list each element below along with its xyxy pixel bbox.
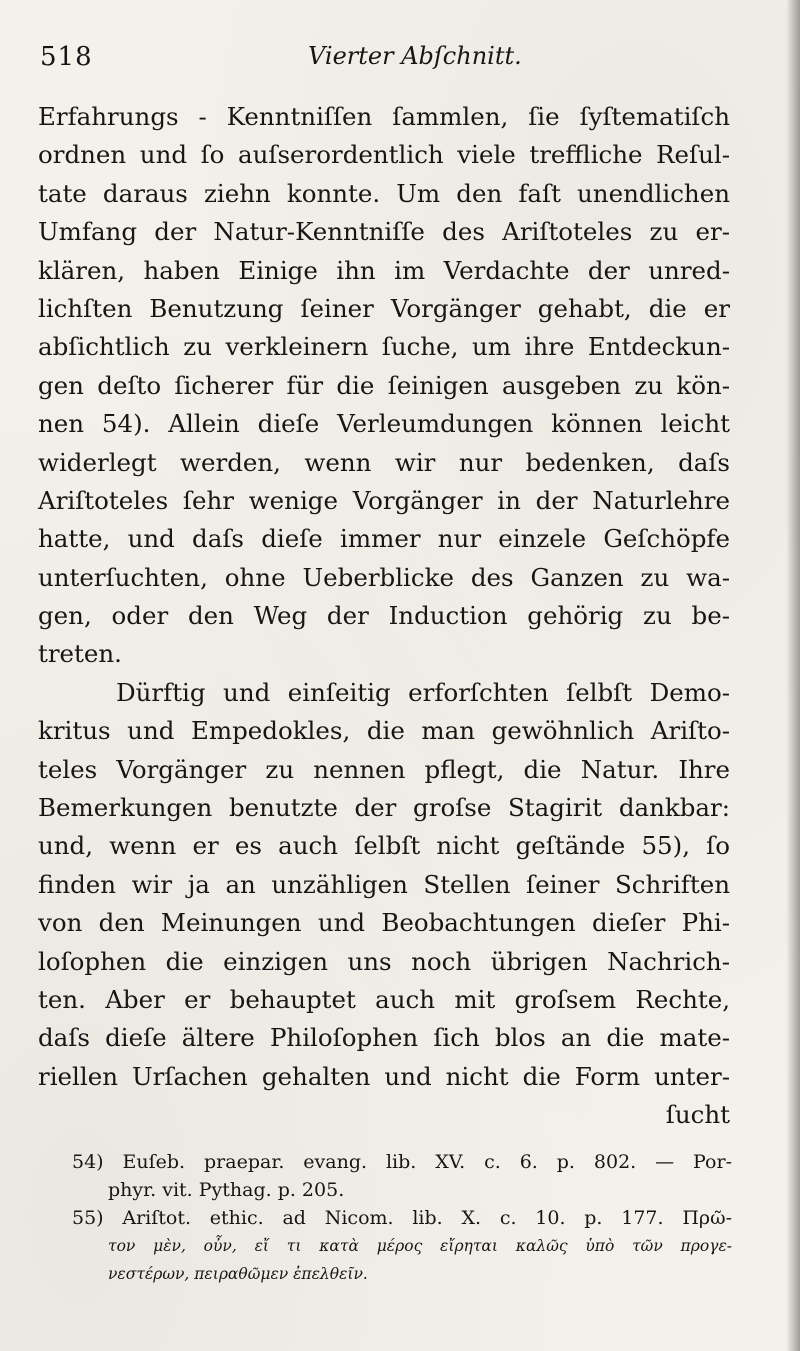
footnote-greek-line: τον μὲν, οὖν, εἴ τι κατὰ μέρος εἴρηται καλῶς ὑπὸ τῶν προγε- bbox=[108, 1237, 732, 1255]
text-line: finden wir ja an unzähligen Stellen ſeiner Schriften bbox=[38, 869, 730, 899]
text-line: teles Vorgänger zu nennen pflegt, die Natur. Ihre bbox=[38, 754, 730, 784]
text-line: und, wenn er es auch ſelbſt nicht geſtände 55), ſo bbox=[38, 831, 730, 861]
running-title: Vierter Abſchnitt. bbox=[308, 42, 522, 70]
text-line: tate daraus ziehn konnte. Um den faſt unendlichen bbox=[38, 178, 730, 208]
book-spine-shadow bbox=[786, 0, 800, 1351]
footnote-line: phyr. vit. Pythag. p. 205. bbox=[108, 1179, 345, 1201]
text-line: nen 54). Allein dieſe Verleumdungen können leicht bbox=[38, 409, 730, 439]
text-line: von den Meinungen und Beobachtungen dieſer Phi- bbox=[38, 908, 730, 938]
text-line: Bemerkungen benutzte der groſse Stagirit dankbar: bbox=[38, 793, 730, 823]
text-line: treten. bbox=[38, 639, 122, 669]
page-header bbox=[38, 38, 738, 78]
text-line: Umfang der Natur-Kenntniſſe des Ariſtoteles zu er- bbox=[38, 217, 730, 247]
text-line: widerlegt werden, wenn wir nur bedenken, daſs bbox=[38, 447, 730, 477]
text-line: abſichtlich zu verkleinern ſuche, um ihre Entdeckun- bbox=[38, 332, 730, 362]
text-line: Dürftig und einſeitig erforſchten ſelbſt Demo- bbox=[116, 677, 730, 707]
text-line: hatte, und daſs dieſe immer nur einzele Geſchöpfe bbox=[38, 524, 730, 554]
footnote-greek-line: νεστέρων, πειραθῶμεν ἐπελθεῖν. bbox=[108, 1265, 368, 1283]
text-line: gen deſto ſicherer für die ſeinigen ausgeben zu kön- bbox=[38, 370, 730, 400]
text-line: klären, haben Einige ihn im Verdachte der unred- bbox=[38, 255, 730, 285]
text-line: riellen Urſachen gehalten und nicht die Form unter- bbox=[38, 1061, 730, 1091]
text-line: kritus und Empedokles, die man gewöhnlich Ariſto- bbox=[38, 716, 730, 746]
catchword: ſucht bbox=[665, 1100, 730, 1130]
text-line: Ariſtoteles ſehr wenige Vorgänger in der Naturlehre bbox=[38, 485, 730, 515]
text-line: ten. Aber er behauptet auch mit groſsem Rechte, bbox=[38, 984, 730, 1014]
text-line: Erfahrungs - Kenntniſſen ſammlen, ſie ſyſtematiſch bbox=[38, 102, 730, 131]
footnotes bbox=[72, 1148, 732, 1288]
text-line: gen, oder den Weg der Induction gehörig zu be- bbox=[38, 601, 730, 631]
body-text bbox=[38, 98, 730, 1135]
text-line: unterſuchten, ohne Ueberblicke des Ganzen zu wa- bbox=[38, 562, 730, 592]
text-line: lichſten Benutzung ſeiner Vorgänger gehabt, die er bbox=[38, 293, 730, 323]
footnote-line: 55) Ariſtot. ethic. ad Nicom. lib. X. c. 10. p. 177. Πρῶ- bbox=[72, 1207, 732, 1229]
text-line: ordnen und ſo auſserordentlich viele treffliche Reſul- bbox=[38, 140, 730, 170]
footnote-line: 54) Euſeb. praepar. evang. lib. XV. c. 6. p. 802. — Por- bbox=[72, 1151, 732, 1173]
page-number: 518 bbox=[40, 42, 93, 72]
text-line: loſophen die einzigen uns noch übrigen Nachrich- bbox=[38, 946, 730, 976]
text-line: daſs dieſe ältere Philoſophen ſich blos an die mate- bbox=[38, 1023, 730, 1053]
